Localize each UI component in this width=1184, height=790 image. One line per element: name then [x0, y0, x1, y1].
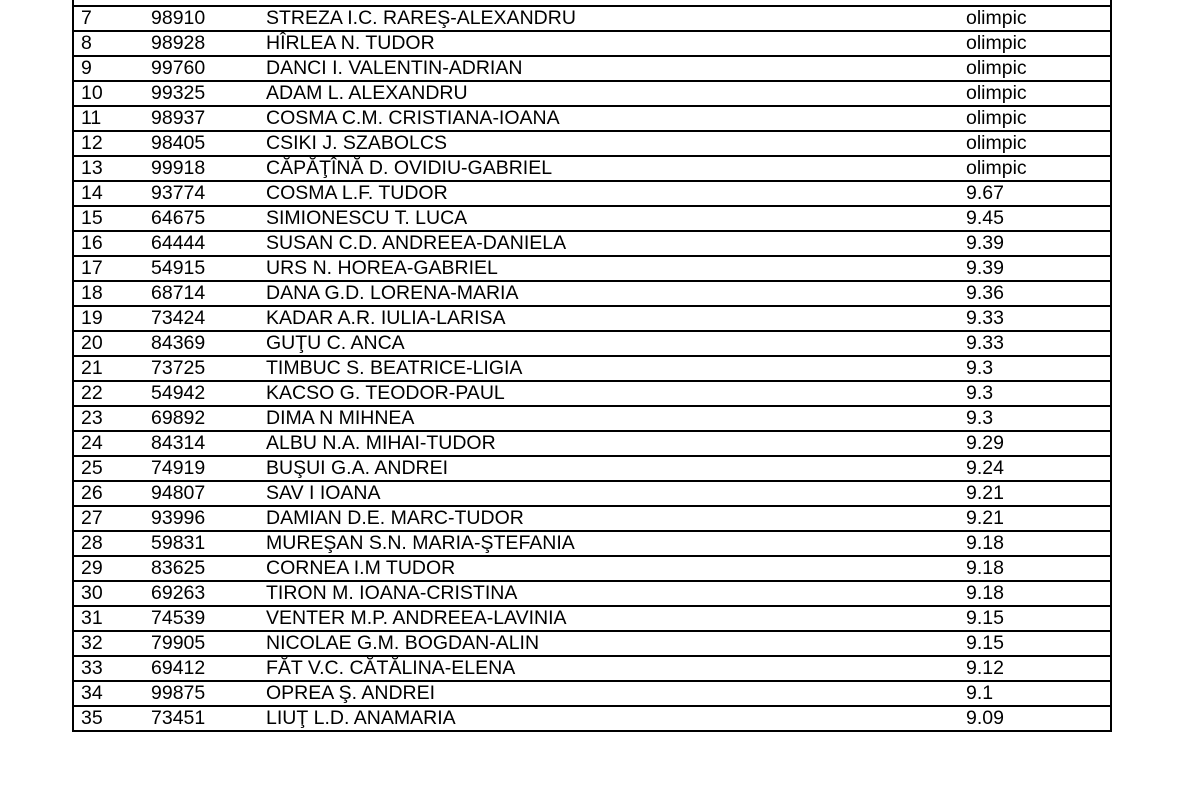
- candidate-name-cell: CĂPĂŢÎNĂ D. OVIDIU-GABRIEL: [266, 156, 966, 181]
- candidate-code-cell: 68714: [151, 281, 266, 306]
- candidate-code-cell: 54915: [151, 256, 266, 281]
- score-cell: 9.15: [966, 631, 1111, 656]
- score-cell: 9.3: [966, 381, 1111, 406]
- candidate-name-cell: URS N. HOREA-GABRIEL: [266, 256, 966, 281]
- candidate-code-cell: 83625: [151, 556, 266, 581]
- row-number-cell: 13: [73, 156, 151, 181]
- table-row: [73, 381, 1111, 406]
- score-cell: 9.15: [966, 606, 1111, 631]
- table-row: [73, 6, 1111, 31]
- candidate-name-cell: ADAM L. ALEXANDRU: [266, 81, 966, 106]
- candidate-code-cell: 69263: [151, 581, 266, 606]
- candidate-name-cell: LIUŢ L.D. ANAMARIA: [266, 706, 966, 731]
- row-number-cell: 16: [73, 231, 151, 256]
- candidate-code-cell: 73451: [151, 706, 266, 731]
- table-row: [73, 356, 1111, 381]
- candidate-name-cell: SAV I IOANA: [266, 481, 966, 506]
- table-row: [73, 456, 1111, 481]
- table-row: [73, 56, 1111, 81]
- candidate-code-cell: 73725: [151, 356, 266, 381]
- score-cell: 9.21: [966, 506, 1111, 531]
- table-row: [73, 481, 1111, 506]
- candidate-code-cell: 98928: [151, 31, 266, 56]
- candidate-name-cell: KADAR A.R. IULIA-LARISA: [266, 306, 966, 331]
- candidate-code-cell: 74919: [151, 456, 266, 481]
- row-number-cell: 18: [73, 281, 151, 306]
- row-number-cell: 35: [73, 706, 151, 731]
- candidate-code-cell: 94807: [151, 481, 266, 506]
- row-number-cell: 25: [73, 456, 151, 481]
- table-row: [73, 431, 1111, 456]
- score-cell: 9.29: [966, 431, 1111, 456]
- candidate-name-cell: KACSO G. TEODOR-PAUL: [266, 381, 966, 406]
- candidate-name-cell: OPREA Ş. ANDREI: [266, 681, 966, 706]
- candidate-code-cell: 73424: [151, 306, 266, 331]
- ranking-table-body: [73, 0, 1111, 731]
- candidate-name-cell: CORNEA I.M TUDOR: [266, 556, 966, 581]
- candidate-code-cell: 98937: [151, 106, 266, 131]
- score-cell: 9.09: [966, 706, 1111, 731]
- candidate-name-cell: NICOLAE G.M. BOGDAN-ALIN: [266, 631, 966, 656]
- candidate-code-cell: 99918: [151, 156, 266, 181]
- row-number-cell: 20: [73, 331, 151, 356]
- score-cell: 9.3: [966, 356, 1111, 381]
- row-number-cell: 8: [73, 31, 151, 56]
- row-number-cell: 17: [73, 256, 151, 281]
- score-cell: 9.33: [966, 331, 1111, 356]
- score-cell: olimpic: [966, 131, 1111, 156]
- candidate-name-cell: COSMA C.M. CRISTIANA-IOANA: [266, 106, 966, 131]
- score-cell: olimpic: [966, 106, 1111, 131]
- table-row: [73, 506, 1111, 531]
- score-cell: 9.18: [966, 556, 1111, 581]
- row-number-cell: 19: [73, 306, 151, 331]
- candidate-name-cell: DIMA N MIHNEA: [266, 406, 966, 431]
- row-number-cell: 24: [73, 431, 151, 456]
- candidate-code-cell: 93774: [151, 181, 266, 206]
- score-cell: olimpic: [966, 31, 1111, 56]
- row-number-cell: 9: [73, 56, 151, 81]
- table-row: [73, 31, 1111, 56]
- score-cell: olimpic: [966, 6, 1111, 31]
- table-row: [73, 556, 1111, 581]
- candidate-code-cell: 99875: [151, 681, 266, 706]
- candidate-code-cell: 99760: [151, 56, 266, 81]
- score-cell: 9.67: [966, 181, 1111, 206]
- score-cell: 9.1: [966, 681, 1111, 706]
- table-row: [73, 256, 1111, 281]
- table-row: [73, 606, 1111, 631]
- score-cell: 9.18: [966, 531, 1111, 556]
- candidate-code-cell: 99325: [151, 81, 266, 106]
- row-number-cell: 15: [73, 206, 151, 231]
- candidate-code-cell: 54942: [151, 381, 266, 406]
- row-number-cell: 26: [73, 481, 151, 506]
- table-row: [73, 231, 1111, 256]
- row-number-cell: 10: [73, 81, 151, 106]
- table-row: [73, 531, 1111, 556]
- row-number-cell: 14: [73, 181, 151, 206]
- score-cell: 9.39: [966, 256, 1111, 281]
- candidate-name-cell: VENTER M.P. ANDREEA-LAVINIA: [266, 606, 966, 631]
- row-number-cell: 34: [73, 681, 151, 706]
- row-number-cell: 21: [73, 356, 151, 381]
- candidate-name-cell: ALBU N.A. MIHAI-TUDOR: [266, 431, 966, 456]
- row-number-cell: 22: [73, 381, 151, 406]
- row-number-cell: 29: [73, 556, 151, 581]
- score-cell: 9.39: [966, 231, 1111, 256]
- table-row: [73, 581, 1111, 606]
- score-cell: olimpic: [966, 156, 1111, 181]
- candidate-name-cell: FĂT V.C. CĂTĂLINA-ELENA: [266, 656, 966, 681]
- table-row: [73, 81, 1111, 106]
- candidate-code-cell: 69412: [151, 656, 266, 681]
- candidate-code-cell: 79905: [151, 631, 266, 656]
- row-number-cell: 33: [73, 656, 151, 681]
- row-number-cell: 30: [73, 581, 151, 606]
- row-number-cell: 7: [73, 6, 151, 31]
- score-cell: 9.21: [966, 481, 1111, 506]
- table-row: [73, 206, 1111, 231]
- candidate-name-cell: GUŢU C. ANCA: [266, 331, 966, 356]
- score-cell: 9.24: [966, 456, 1111, 481]
- table-row: [73, 656, 1111, 681]
- row-number-cell: 11: [73, 106, 151, 131]
- table-row: [73, 631, 1111, 656]
- table-row: [73, 156, 1111, 181]
- table-row: [73, 131, 1111, 156]
- score-cell: 9.12: [966, 656, 1111, 681]
- score-cell: 9.33: [966, 306, 1111, 331]
- score-cell: 9.45: [966, 206, 1111, 231]
- score-cell: 9.18: [966, 581, 1111, 606]
- candidate-code-cell: 84314: [151, 431, 266, 456]
- candidate-code-cell: 59831: [151, 531, 266, 556]
- table-row: [73, 106, 1111, 131]
- candidate-name-cell: TIRON M. IOANA-CRISTINA: [266, 581, 966, 606]
- candidate-code-cell: 98405: [151, 131, 266, 156]
- candidate-name-cell: BUŞUI G.A. ANDREI: [266, 456, 966, 481]
- candidate-name-cell: DAMIAN D.E. MARC-TUDOR: [266, 506, 966, 531]
- table-row: [73, 281, 1111, 306]
- candidate-code-cell: 74539: [151, 606, 266, 631]
- candidate-name-cell: CSIKI J. SZABOLCS: [266, 131, 966, 156]
- score-cell: 9.3: [966, 406, 1111, 431]
- table-row: [73, 181, 1111, 206]
- ranking-table: [72, 0, 1112, 732]
- candidate-name-cell: TIMBUC S. BEATRICE-LIGIA: [266, 356, 966, 381]
- candidate-code-cell: 93996: [151, 506, 266, 531]
- candidate-code-cell: 69892: [151, 406, 266, 431]
- candidate-name-cell: COSMA L.F. TUDOR: [266, 181, 966, 206]
- row-number-cell: 12: [73, 131, 151, 156]
- row-number-cell: 23: [73, 406, 151, 431]
- table-row: [73, 406, 1111, 431]
- row-number-cell: 32: [73, 631, 151, 656]
- candidate-code-cell: 64444: [151, 231, 266, 256]
- table-row: [73, 331, 1111, 356]
- candidate-code-cell: 98910: [151, 6, 266, 31]
- candidate-code-cell: 84369: [151, 331, 266, 356]
- candidate-name-cell: SIMIONESCU T. LUCA: [266, 206, 966, 231]
- candidate-name-cell: SUSAN C.D. ANDREEA-DANIELA: [266, 231, 966, 256]
- candidate-name-cell: HÎRLEA N. TUDOR: [266, 31, 966, 56]
- score-cell: olimpic: [966, 81, 1111, 106]
- candidate-name-cell: STREZA I.C. RAREŞ-ALEXANDRU: [266, 6, 966, 31]
- candidate-code-cell: 64675: [151, 206, 266, 231]
- table-row: [73, 706, 1111, 731]
- score-cell: 9.36: [966, 281, 1111, 306]
- candidate-name-cell: DANCI I. VALENTIN-ADRIAN: [266, 56, 966, 81]
- candidate-name-cell: MUREŞAN S.N. MARIA-ŞTEFANIA: [266, 531, 966, 556]
- score-cell: olimpic: [966, 56, 1111, 81]
- table-row: [73, 306, 1111, 331]
- row-number-cell: 27: [73, 506, 151, 531]
- row-number-cell: 28: [73, 531, 151, 556]
- table-row: [73, 681, 1111, 706]
- candidate-name-cell: DANA G.D. LORENA-MARIA: [266, 281, 966, 306]
- row-number-cell: 31: [73, 606, 151, 631]
